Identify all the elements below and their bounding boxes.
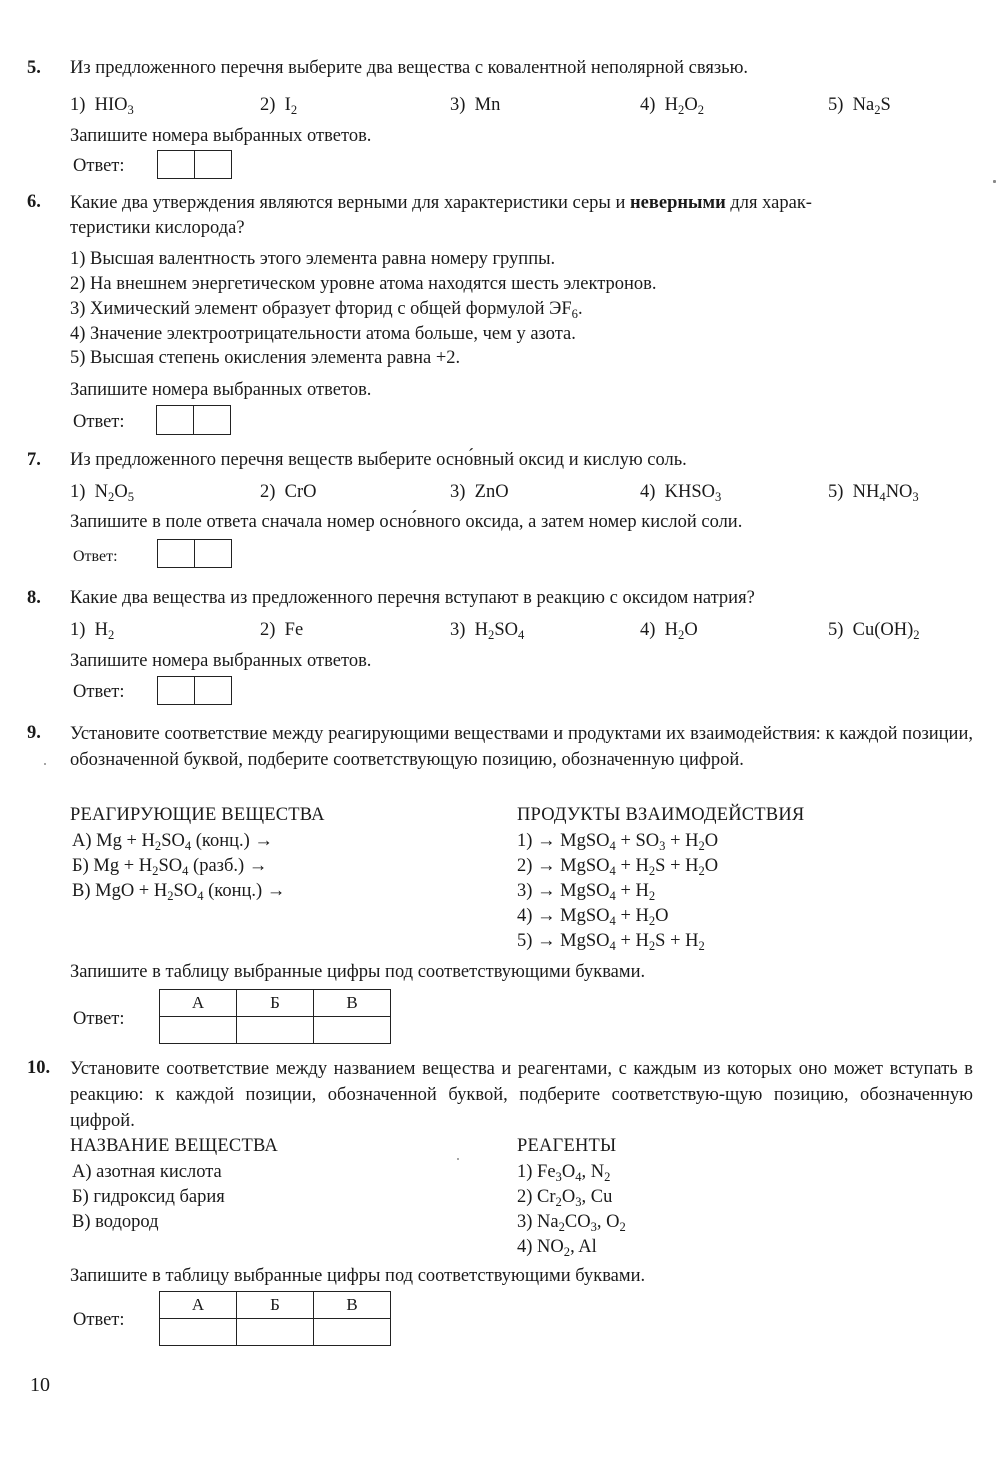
- q6-text-post: для харак-: [725, 193, 812, 213]
- q10-right-item-2: 2) $Cr_2O_3$, Cu: [517, 1187, 613, 1209]
- q10-left-item-a: А) азотная кислота: [72, 1162, 222, 1182]
- q6-statement-5[interactable]: 5) Высшая степень окисления элемента равна +2.: [70, 348, 461, 368]
- q10-instruction: Запишите в таблицу выбранные цифры под соответствующими буквами.: [70, 1266, 646, 1286]
- q9-answer-table[interactable]: [159, 989, 391, 1044]
- answer-cell[interactable]: [157, 406, 193, 434]
- q5-option-4[interactable]: 4) $H_2O_2$: [640, 95, 704, 117]
- q9-left-item-v: В) MgO + $H_2SO_4$ (конц.) →: [72, 881, 286, 903]
- q6-statement-1[interactable]: 1) Высшая валентность этого элемента равна номеру группы.: [70, 249, 556, 269]
- q10-answer-label: Ответ:: [73, 1310, 125, 1330]
- q10-number: 10.: [27, 1058, 51, 1078]
- answer-table-cell-b[interactable]: [237, 1017, 314, 1044]
- q5-text: Из предложенного перечня выберите два вещества с ковалентной неполярной связью.: [70, 58, 749, 78]
- q8-option-4[interactable]: 4) $H_2O$: [640, 620, 698, 642]
- answer-table-cell-a[interactable]: [160, 1017, 237, 1044]
- q9-left-item-b: Б) $Mg + H_2SO_4$ (разб.) →: [72, 856, 268, 878]
- q9-right-item-3: 3) → MgSO$_4$ + $H_2$: [517, 881, 656, 903]
- q6-answer-boxes[interactable]: [156, 405, 231, 435]
- q9-text: Установите соответствие между реагирующими веществами и продуктами их взаимодействия: к каждой позиции, обозначенной буквой, подберите соответствующую позицию, обозначенную цифрой.: [70, 724, 973, 770]
- q9-instruction: Запишите в таблицу выбранные цифры под соответствующими буквами.: [70, 962, 646, 982]
- q9-number: 9.: [27, 723, 41, 743]
- q10-text: Установите соответствие между названием вещества и реагентами, с каждым из которых оно может вступать в реакцию: к каждой позиции, обозначенной буквой, подберите соответствую-щую позицию, обозначенную цифрой.: [70, 1059, 973, 1131]
- answer-table-cell-a[interactable]: [160, 1319, 237, 1346]
- q6-statement-2[interactable]: 2) На внешнем энергетическом уровне атома находятся шесть электронов.: [70, 274, 657, 294]
- scan-speck: [993, 180, 996, 183]
- q7-option-1[interactable]: 1) $N_2O_5$: [70, 482, 134, 504]
- q10-left-item-v: В) водород: [72, 1212, 159, 1232]
- q7-option-4[interactable]: 4) $KHSO_3$: [640, 482, 722, 504]
- answer-table-cell-v[interactable]: [314, 1319, 391, 1346]
- answer-cell[interactable]: [194, 151, 230, 178]
- q10-right-header: РЕАГЕНТЫ: [517, 1136, 617, 1156]
- scan-speck: [44, 763, 46, 765]
- q5-option-2[interactable]: 2) $I_2$: [260, 95, 298, 117]
- q10-left-item-b: Б) гидроксид бария: [72, 1187, 225, 1207]
- q9-left-header: РЕАГИРУЮЩИЕ ВЕЩЕСТВА: [70, 805, 325, 825]
- q10-right-item-3: 3) $Na_2CO_3$, $O_2$: [517, 1212, 626, 1234]
- answer-table-header-a: А: [160, 990, 237, 1017]
- q7-instruction: Запишите в поле ответа сначала номер осно́вного оксида, а затем номер кислой соли.: [70, 512, 743, 532]
- q7-answer-boxes[interactable]: [157, 539, 232, 568]
- q6-text-line1: [70, 191, 812, 215]
- answer-table-header-a: А: [160, 1292, 237, 1319]
- answer-table-header-v: В: [314, 1292, 391, 1319]
- q8-answer-label: Ответ:: [73, 682, 125, 702]
- answer-table-header-b: Б: [237, 990, 314, 1017]
- q5-answer-label: Ответ:: [73, 156, 125, 176]
- q6-text-pre: Какие два утверждения являются верными для характеристики серы и: [70, 193, 630, 213]
- q7-text: Из предложенного перечня веществ выберите осно́вный оксид и кислую соль.: [70, 450, 687, 470]
- answer-table-cell-v[interactable]: [314, 1017, 391, 1044]
- q9-right-item-5: 5) → MgSO$_4$ + $H_2S + H_2$: [517, 931, 705, 953]
- q5-option-1[interactable]: 1) $HIO_3$: [70, 95, 134, 117]
- q7-option-5[interactable]: 5) $NH_4NO_3$: [828, 482, 919, 504]
- q6-number: 6.: [27, 192, 41, 212]
- answer-table-header-row: [160, 990, 391, 1017]
- q6-answer-label: Ответ:: [73, 412, 125, 432]
- q8-number: 8.: [27, 588, 41, 608]
- q8-answer-boxes[interactable]: [157, 676, 232, 705]
- q5-option-3[interactable]: 3) Mn: [450, 95, 501, 115]
- q8-option-3[interactable]: 3) $H_2SO_4$: [450, 620, 525, 642]
- answer-table-input-row: [160, 1319, 391, 1346]
- q5-option-5[interactable]: 5) $Na_2S$: [828, 95, 891, 117]
- q7-option-2[interactable]: 2) CrO: [260, 482, 317, 502]
- q7-answer-label: Ответ:: [73, 548, 118, 565]
- q10-right-item-1: 1) $Fe_3O_4$, $N_2$: [517, 1162, 611, 1184]
- q10-left-header: НАЗВАНИЕ ВЕЩЕСТВА: [70, 1136, 278, 1156]
- answer-cell[interactable]: [194, 677, 230, 704]
- answer-table-header-row: [160, 1292, 391, 1319]
- q6-text-line2: теристики кислорода?: [70, 218, 245, 238]
- q8-option-2[interactable]: 2) Fe: [260, 620, 304, 640]
- scan-speck: [457, 1158, 459, 1160]
- q5-number: 5.: [27, 58, 41, 78]
- answer-table-header-v: В: [314, 990, 391, 1017]
- answer-cell[interactable]: [158, 151, 194, 178]
- q8-option-5[interactable]: 5) $Cu(OH)_2$: [828, 620, 920, 642]
- q9-left-item-a: А) $Mg + H_2SO_4$ (конц.) →: [72, 831, 273, 853]
- q9-right-item-2: 2) → MgSO$_4$ + $H_2S + H_2O$: [517, 856, 719, 878]
- answer-table-cell-b[interactable]: [237, 1319, 314, 1346]
- q7-option-3[interactable]: 3) ZnO: [450, 482, 509, 502]
- answer-cell[interactable]: [194, 540, 230, 567]
- q9-right-item-1: 1) → MgSO$_4$ + $SO_3 + H_2O$: [517, 831, 719, 853]
- q9-right-header: ПРОДУКТЫ ВЗАИМОДЕЙСТВИЯ: [517, 805, 805, 825]
- q9-right-item-4: 4) → MgSO$_4$ + $H_2O$: [517, 906, 669, 928]
- q7-number: 7.: [27, 450, 41, 470]
- q9-answer-label: Ответ:: [73, 1009, 125, 1029]
- answer-cell[interactable]: [193, 406, 229, 434]
- q10-right-item-4: 4) $NO_2$, Al: [517, 1237, 597, 1259]
- q6-statement-4[interactable]: 4) Значение электроотрицательности атома больше, чем у азота.: [70, 324, 576, 344]
- q6-text-bold: неверными: [630, 193, 726, 213]
- q5-answer-boxes[interactable]: [157, 150, 232, 179]
- answer-cell[interactable]: [158, 540, 194, 567]
- q8-instruction: Запишите номера выбранных ответов.: [70, 651, 372, 671]
- answer-table-input-row: [160, 1017, 391, 1044]
- q8-option-1[interactable]: 1) $H_2$: [70, 620, 115, 642]
- q8-text: Какие два вещества из предложенного перечня вступают в реакцию с оксидом натрия?: [70, 588, 755, 608]
- answer-table-header-b: Б: [237, 1292, 314, 1319]
- q6-statement-3[interactable]: 3) Химический элемент образует фторид с общей формулой $ЭF_6$.: [70, 299, 583, 321]
- q10-answer-table[interactable]: [159, 1291, 391, 1346]
- q5-instruction: Запишите номера выбранных ответов.: [70, 126, 372, 146]
- q6-instruction: Запишите номера выбранных ответов.: [70, 380, 372, 400]
- page-number: 10: [30, 1374, 50, 1396]
- answer-cell[interactable]: [158, 677, 194, 704]
